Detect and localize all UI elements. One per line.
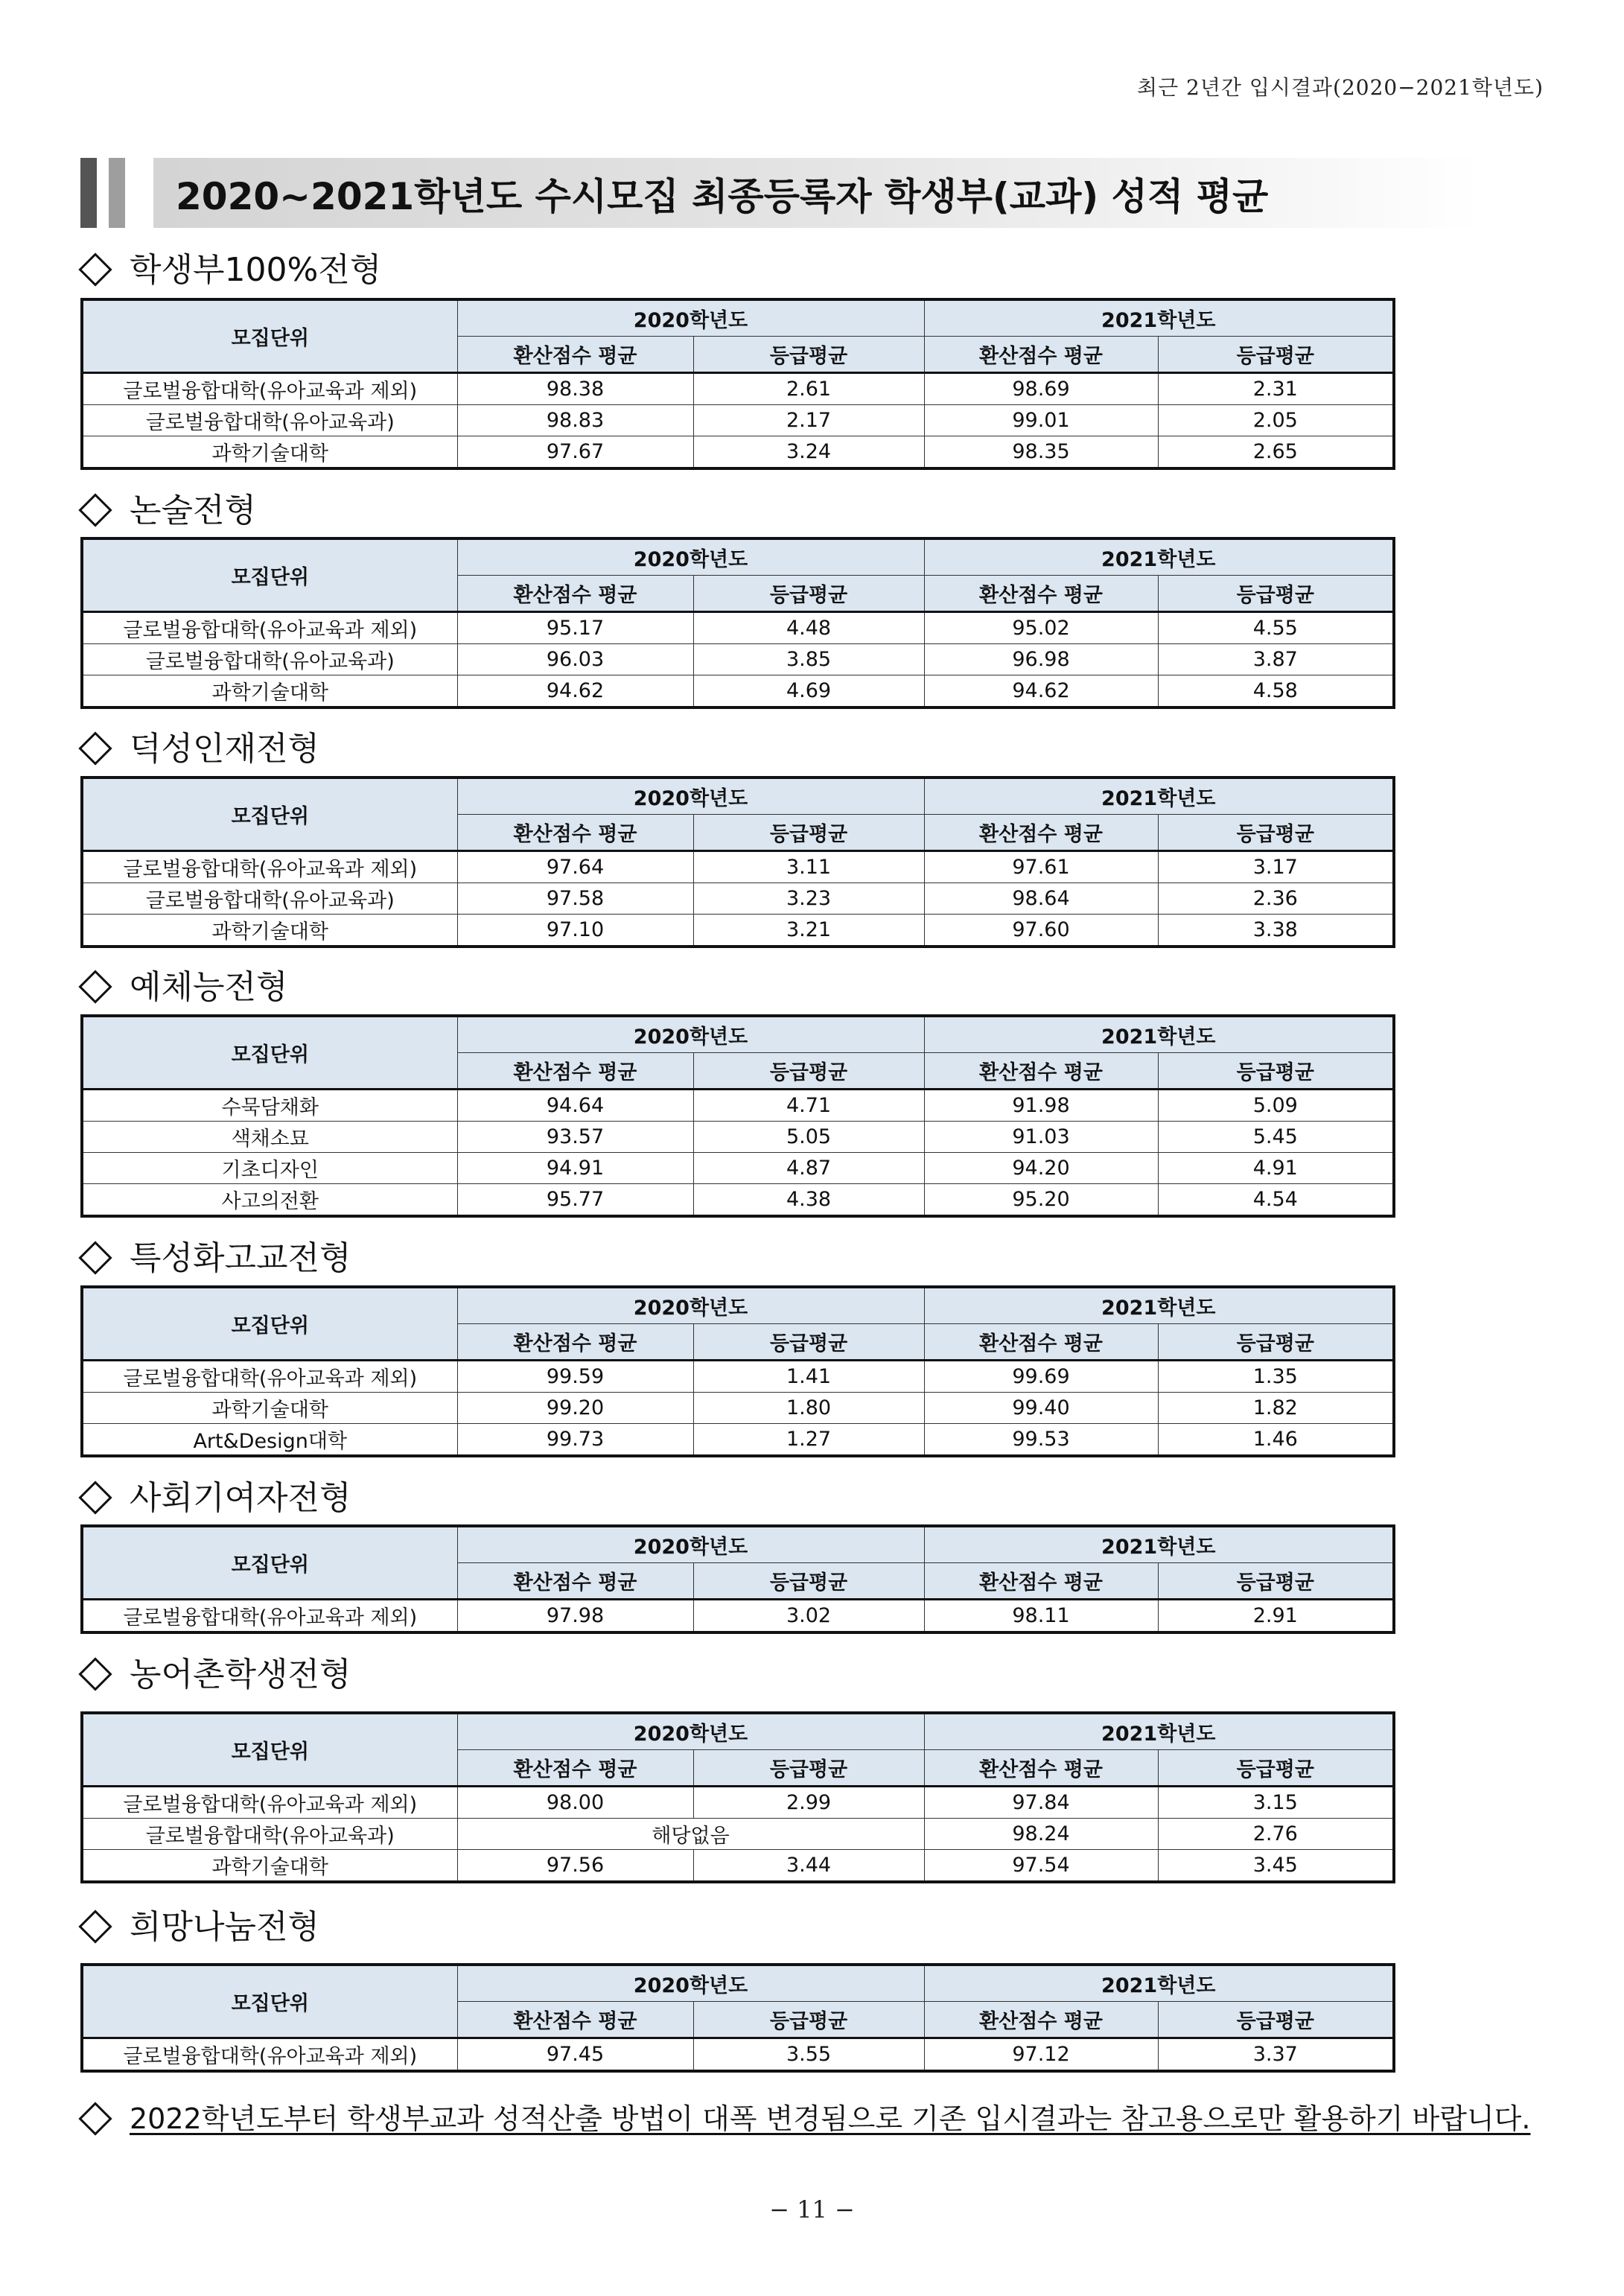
unit-cell: 기초디자인 bbox=[82, 1153, 457, 1184]
score-2020-cell: 95.77 bbox=[457, 1184, 693, 1217]
grade-2021-cell: 4.58 bbox=[1158, 675, 1394, 708]
year-2020-header: 2020학년도 bbox=[457, 538, 924, 576]
diamond-bullet-icon bbox=[78, 970, 112, 1003]
grade-2021-cell: 3.45 bbox=[1158, 1850, 1394, 1883]
diamond-bullet-icon bbox=[78, 2102, 112, 2135]
section-heading bbox=[77, 960, 288, 1008]
score-avg-header: 환산점수 평균 bbox=[924, 2002, 1158, 2038]
section-heading-text: 희망나눔전형 bbox=[130, 1908, 320, 1946]
grade-avg-header: 등급평균 bbox=[1158, 576, 1394, 612]
grade-avg-header: 등급평균 bbox=[693, 2002, 924, 2038]
grade-2020-cell: 4.87 bbox=[693, 1153, 924, 1184]
score-2021-cell: 99.40 bbox=[924, 1393, 1158, 1424]
unit-cell: 과학기술대학 bbox=[82, 436, 457, 469]
table-row bbox=[82, 1393, 1394, 1424]
table-row bbox=[82, 1361, 1394, 1393]
table-row bbox=[82, 851, 1394, 883]
year-2021-header: 2021학년도 bbox=[924, 1526, 1394, 1563]
score-avg-header: 환산점수 평균 bbox=[924, 815, 1158, 851]
grade-2021-cell: 3.87 bbox=[1158, 644, 1394, 675]
score-2020-cell: 97.98 bbox=[457, 1600, 693, 1633]
grade-2021-cell: 2.05 bbox=[1158, 405, 1394, 436]
score-2021-cell: 94.20 bbox=[924, 1153, 1158, 1184]
grade-avg-header: 등급평균 bbox=[1158, 1324, 1394, 1361]
year-2020-header: 2020학년도 bbox=[457, 299, 924, 337]
diamond-bullet-icon bbox=[78, 252, 112, 286]
score-2021-cell: 98.64 bbox=[924, 883, 1158, 915]
score-2021-cell: 95.20 bbox=[924, 1184, 1158, 1217]
score-avg-header: 환산점수 평균 bbox=[924, 1750, 1158, 1787]
table-header-row bbox=[82, 1016, 1394, 1053]
score-avg-header: 환산점수 평균 bbox=[924, 1563, 1158, 1600]
unit-cell: 글로벌융합대학(유아교육과 제외) bbox=[82, 2038, 457, 2072]
score-2021-cell: 98.24 bbox=[924, 1819, 1158, 1850]
section-heading-text: 학생부100%전형 bbox=[130, 251, 382, 289]
table-header-row bbox=[82, 1526, 1394, 1563]
year-2021-header: 2021학년도 bbox=[924, 1287, 1394, 1324]
grade-avg-header: 등급평균 bbox=[1158, 815, 1394, 851]
year-2020-header: 2020학년도 bbox=[457, 777, 924, 815]
table-row bbox=[82, 1153, 1394, 1184]
section-heading bbox=[77, 1231, 351, 1279]
unit-column-header: 모집단위 bbox=[82, 1287, 457, 1361]
year-2020-header: 2020학년도 bbox=[457, 1287, 924, 1324]
score-avg-header: 환산점수 평균 bbox=[457, 815, 693, 851]
grade-2020-cell: 4.71 bbox=[693, 1090, 924, 1122]
score-2021-cell: 96.98 bbox=[924, 644, 1158, 675]
unit-column-header: 모집단위 bbox=[82, 1016, 457, 1090]
score-2021-cell: 99.53 bbox=[924, 1424, 1158, 1457]
table-header-row bbox=[82, 1713, 1394, 1750]
score-2020-cell: 97.56 bbox=[457, 1850, 693, 1883]
score-avg-header: 환산점수 평균 bbox=[924, 576, 1158, 612]
grade-table bbox=[80, 1524, 1395, 1634]
score-avg-header: 환산점수 평균 bbox=[924, 1324, 1158, 1361]
score-avg-header: 환산점수 평균 bbox=[457, 337, 693, 373]
score-2021-cell: 94.62 bbox=[924, 675, 1158, 708]
score-avg-header: 환산점수 평균 bbox=[924, 1053, 1158, 1090]
unit-column-header: 모집단위 bbox=[82, 777, 457, 851]
table-header-row bbox=[82, 1287, 1394, 1324]
grade-2021-cell: 5.09 bbox=[1158, 1090, 1394, 1122]
year-2021-header: 2021학년도 bbox=[924, 777, 1394, 815]
grade-2021-cell: 5.45 bbox=[1158, 1122, 1394, 1153]
grade-2021-cell: 4.54 bbox=[1158, 1184, 1394, 1217]
page-number: − 11 − bbox=[769, 2195, 855, 2224]
table-row bbox=[82, 883, 1394, 915]
unit-column-header: 모집단위 bbox=[82, 1965, 457, 2038]
table-row bbox=[82, 1819, 1394, 1850]
score-2020-cell: 99.59 bbox=[457, 1361, 693, 1393]
score-2021-cell: 97.60 bbox=[924, 915, 1158, 947]
grade-2020-cell: 3.11 bbox=[693, 851, 924, 883]
score-avg-header: 환산점수 평균 bbox=[457, 576, 693, 612]
unit-column-header: 모집단위 bbox=[82, 1713, 457, 1787]
grade-2020-cell: 3.21 bbox=[693, 915, 924, 947]
grade-2021-cell: 1.46 bbox=[1158, 1424, 1394, 1457]
header-note: 최근 2년간 입시결과(2020−2021학년도) bbox=[1137, 75, 1544, 100]
score-2021-cell: 97.84 bbox=[924, 1787, 1158, 1819]
grade-avg-header: 등급평균 bbox=[1158, 337, 1394, 373]
grade-2020-cell: 2.17 bbox=[693, 405, 924, 436]
score-2021-cell: 98.11 bbox=[924, 1600, 1158, 1633]
score-2020-cell: 96.03 bbox=[457, 644, 693, 675]
table-row bbox=[82, 1090, 1394, 1122]
grade-2020-cell: 4.48 bbox=[693, 612, 924, 644]
score-avg-header: 환산점수 평균 bbox=[457, 1053, 693, 1090]
diamond-bullet-icon bbox=[78, 493, 112, 527]
grade-2020-cell: 1.27 bbox=[693, 1424, 924, 1457]
score-2020-cell: 97.10 bbox=[457, 915, 693, 947]
unit-cell: 과학기술대학 bbox=[82, 1850, 457, 1883]
grade-avg-header: 등급평균 bbox=[693, 576, 924, 612]
grade-table bbox=[80, 1963, 1395, 2073]
section-heading bbox=[77, 243, 381, 290]
grade-2020-cell: 1.80 bbox=[693, 1393, 924, 1424]
table-row bbox=[82, 1184, 1394, 1217]
grade-2020-cell: 4.38 bbox=[693, 1184, 924, 1217]
table-header-row bbox=[82, 538, 1394, 576]
score-2021-cell: 95.02 bbox=[924, 612, 1158, 644]
grade-table bbox=[80, 537, 1395, 709]
title-banner bbox=[80, 153, 1480, 228]
unit-cell: 사고의전환 bbox=[82, 1184, 457, 1217]
grade-2021-cell: 1.35 bbox=[1158, 1361, 1394, 1393]
diamond-bullet-icon bbox=[78, 1241, 112, 1274]
table-row bbox=[82, 612, 1394, 644]
score-2020-cell: 94.62 bbox=[457, 675, 693, 708]
grade-table bbox=[80, 1014, 1395, 1218]
score-avg-header: 환산점수 평균 bbox=[457, 2002, 693, 2038]
score-2021-cell: 97.12 bbox=[924, 2038, 1158, 2072]
year-2021-header: 2021학년도 bbox=[924, 1713, 1394, 1750]
table-header-row bbox=[82, 777, 1394, 815]
grade-table bbox=[80, 776, 1395, 948]
score-2020-cell: 94.91 bbox=[457, 1153, 693, 1184]
grade-avg-header: 등급평균 bbox=[693, 1324, 924, 1361]
year-2021-header: 2021학년도 bbox=[924, 538, 1394, 576]
score-2020-cell: 99.20 bbox=[457, 1393, 693, 1424]
unit-cell: Art&Design대학 bbox=[82, 1424, 457, 1457]
unit-cell: 글로벌융합대학(유아교육과) bbox=[82, 883, 457, 915]
unit-cell: 색채소묘 bbox=[82, 1122, 457, 1153]
diamond-bullet-icon bbox=[78, 1909, 112, 1943]
diamond-bullet-icon bbox=[78, 731, 112, 765]
table-row bbox=[82, 1424, 1394, 1457]
table-row bbox=[82, 1850, 1394, 1883]
table-row bbox=[82, 1600, 1394, 1633]
score-2021-cell: 99.01 bbox=[924, 405, 1158, 436]
score-2021-cell: 98.69 bbox=[924, 373, 1158, 405]
table-row bbox=[82, 436, 1394, 469]
table-row bbox=[82, 373, 1394, 405]
grade-2020-cell: 3.02 bbox=[693, 1600, 924, 1633]
score-avg-header: 환산점수 평균 bbox=[924, 337, 1158, 373]
section-heading bbox=[77, 1900, 319, 1947]
grade-2020-cell: 5.05 bbox=[693, 1122, 924, 1153]
unit-cell: 글로벌융합대학(유아교육과 제외) bbox=[82, 1787, 457, 1819]
year-2020-header: 2020학년도 bbox=[457, 1713, 924, 1750]
grade-avg-header: 등급평균 bbox=[693, 815, 924, 851]
grade-2020-cell: 1.41 bbox=[693, 1361, 924, 1393]
unit-column-header: 모집단위 bbox=[82, 538, 457, 612]
not-applicable-cell: 해당없음 bbox=[457, 1819, 924, 1850]
unit-cell: 글로벌융합대학(유아교육과 제외) bbox=[82, 1600, 457, 1633]
score-2020-cell: 95.17 bbox=[457, 612, 693, 644]
grade-2021-cell: 1.82 bbox=[1158, 1393, 1394, 1424]
score-avg-header: 환산점수 평균 bbox=[457, 1563, 693, 1600]
grade-2021-cell: 2.31 bbox=[1158, 373, 1394, 405]
year-2021-header: 2021학년도 bbox=[924, 299, 1394, 337]
table-row bbox=[82, 1122, 1394, 1153]
unit-cell: 수묵담채화 bbox=[82, 1090, 457, 1122]
grade-2021-cell: 2.91 bbox=[1158, 1600, 1394, 1633]
grade-2020-cell: 4.69 bbox=[693, 675, 924, 708]
section-heading bbox=[77, 1471, 351, 1519]
score-2020-cell: 98.83 bbox=[457, 405, 693, 436]
grade-table bbox=[80, 298, 1395, 470]
unit-cell: 과학기술대학 bbox=[82, 675, 457, 708]
unit-cell: 글로벌융합대학(유아교육과 제외) bbox=[82, 373, 457, 405]
grade-2021-cell: 4.55 bbox=[1158, 612, 1394, 644]
score-avg-header: 환산점수 평균 bbox=[457, 1750, 693, 1787]
unit-cell: 글로벌융합대학(유아교육과 제외) bbox=[82, 1361, 457, 1393]
grade-avg-header: 등급평균 bbox=[1158, 2002, 1394, 2038]
unit-cell: 과학기술대학 bbox=[82, 915, 457, 947]
score-2020-cell: 98.38 bbox=[457, 373, 693, 405]
title-bar-dark bbox=[80, 158, 97, 228]
unit-cell: 글로벌융합대학(유아교육과) bbox=[82, 644, 457, 675]
grade-avg-header: 등급평균 bbox=[693, 1563, 924, 1600]
grade-2021-cell: 2.65 bbox=[1158, 436, 1394, 469]
footnote bbox=[77, 2096, 1530, 2137]
section-heading-text: 예체능전형 bbox=[130, 968, 288, 1006]
score-2020-cell: 99.73 bbox=[457, 1424, 693, 1457]
section-heading-text: 특성화고교전형 bbox=[130, 1239, 351, 1277]
score-2021-cell: 91.98 bbox=[924, 1090, 1158, 1122]
grade-2020-cell: 3.55 bbox=[693, 2038, 924, 2072]
grade-2021-cell: 3.37 bbox=[1158, 2038, 1394, 2072]
grade-avg-header: 등급평균 bbox=[1158, 1563, 1394, 1600]
score-2020-cell: 97.67 bbox=[457, 436, 693, 469]
unit-cell: 글로벌융합대학(유아교육과 제외) bbox=[82, 612, 457, 644]
unit-column-header: 모집단위 bbox=[82, 299, 457, 373]
table-header-row bbox=[82, 1965, 1394, 2002]
unit-cell: 글로벌융합대학(유아교육과) bbox=[82, 1819, 457, 1850]
grade-2020-cell: 3.23 bbox=[693, 883, 924, 915]
grade-2021-cell: 2.76 bbox=[1158, 1819, 1394, 1850]
unit-cell: 글로벌융합대학(유아교육과 제외) bbox=[82, 851, 457, 883]
table-row bbox=[82, 405, 1394, 436]
grade-2021-cell: 2.36 bbox=[1158, 883, 1394, 915]
table-row bbox=[82, 2038, 1394, 2072]
year-2020-header: 2020학년도 bbox=[457, 1965, 924, 2002]
grade-2021-cell: 3.15 bbox=[1158, 1787, 1394, 1819]
year-2020-header: 2020학년도 bbox=[457, 1016, 924, 1053]
section-heading-text: 덕성인재전형 bbox=[130, 730, 320, 768]
score-2020-cell: 97.58 bbox=[457, 883, 693, 915]
section-heading bbox=[77, 722, 319, 769]
diamond-bullet-icon bbox=[78, 1481, 112, 1514]
grade-avg-header: 등급평균 bbox=[693, 1750, 924, 1787]
grade-table bbox=[80, 1285, 1395, 1457]
section-heading-text: 농어촌학생전형 bbox=[130, 1656, 351, 1694]
score-2021-cell: 98.35 bbox=[924, 436, 1158, 469]
grade-avg-header: 등급평균 bbox=[693, 337, 924, 373]
score-2021-cell: 97.54 bbox=[924, 1850, 1158, 1883]
table-header-row bbox=[82, 299, 1394, 337]
grade-2021-cell: 3.38 bbox=[1158, 915, 1394, 947]
page-title: 2020~2021학년도 수시모집 최종등록자 학생부(교과) 성적 평균 bbox=[176, 175, 1269, 218]
grade-avg-header: 등급평균 bbox=[1158, 1053, 1394, 1090]
grade-avg-header: 등급평균 bbox=[693, 1053, 924, 1090]
grade-table bbox=[80, 1711, 1395, 1883]
score-2021-cell: 91.03 bbox=[924, 1122, 1158, 1153]
section-heading bbox=[77, 483, 256, 531]
table-row bbox=[82, 1787, 1394, 1819]
unit-column-header: 모집단위 bbox=[82, 1526, 457, 1600]
score-avg-header: 환산점수 평균 bbox=[457, 1324, 693, 1361]
year-2021-header: 2021학년도 bbox=[924, 1016, 1394, 1053]
score-2020-cell: 94.64 bbox=[457, 1090, 693, 1122]
section-heading-text: 논술전형 bbox=[130, 492, 257, 530]
score-2020-cell: 93.57 bbox=[457, 1122, 693, 1153]
score-2021-cell: 97.61 bbox=[924, 851, 1158, 883]
score-2021-cell: 99.69 bbox=[924, 1361, 1158, 1393]
grade-2021-cell: 4.91 bbox=[1158, 1153, 1394, 1184]
score-2020-cell: 97.45 bbox=[457, 2038, 693, 2072]
year-2020-header: 2020학년도 bbox=[457, 1526, 924, 1563]
grade-avg-header: 등급평균 bbox=[1158, 1750, 1394, 1787]
table-row bbox=[82, 644, 1394, 675]
section-heading bbox=[77, 1647, 351, 1695]
unit-cell: 글로벌융합대학(유아교육과) bbox=[82, 405, 457, 436]
table-row bbox=[82, 915, 1394, 947]
grade-2020-cell: 2.99 bbox=[693, 1787, 924, 1819]
year-2021-header: 2021학년도 bbox=[924, 1965, 1394, 2002]
section-heading-text: 사회기여자전형 bbox=[130, 1479, 351, 1517]
grade-2020-cell: 3.24 bbox=[693, 436, 924, 469]
grade-2020-cell: 2.61 bbox=[693, 373, 924, 405]
grade-2020-cell: 3.44 bbox=[693, 1850, 924, 1883]
footnote-text: 2022학년도부터 학생부교과 성적산출 방법이 대폭 변경됨으로 기존 입시결과는 참고용으로만 활용하기 바랍니다. bbox=[130, 2102, 1531, 2135]
diamond-bullet-icon bbox=[78, 1657, 112, 1691]
grade-2020-cell: 3.85 bbox=[693, 644, 924, 675]
score-2020-cell: 98.00 bbox=[457, 1787, 693, 1819]
title-bar-light bbox=[109, 158, 125, 228]
score-2020-cell: 97.64 bbox=[457, 851, 693, 883]
grade-2021-cell: 3.17 bbox=[1158, 851, 1394, 883]
table-row bbox=[82, 675, 1394, 708]
unit-cell: 과학기술대학 bbox=[82, 1393, 457, 1424]
